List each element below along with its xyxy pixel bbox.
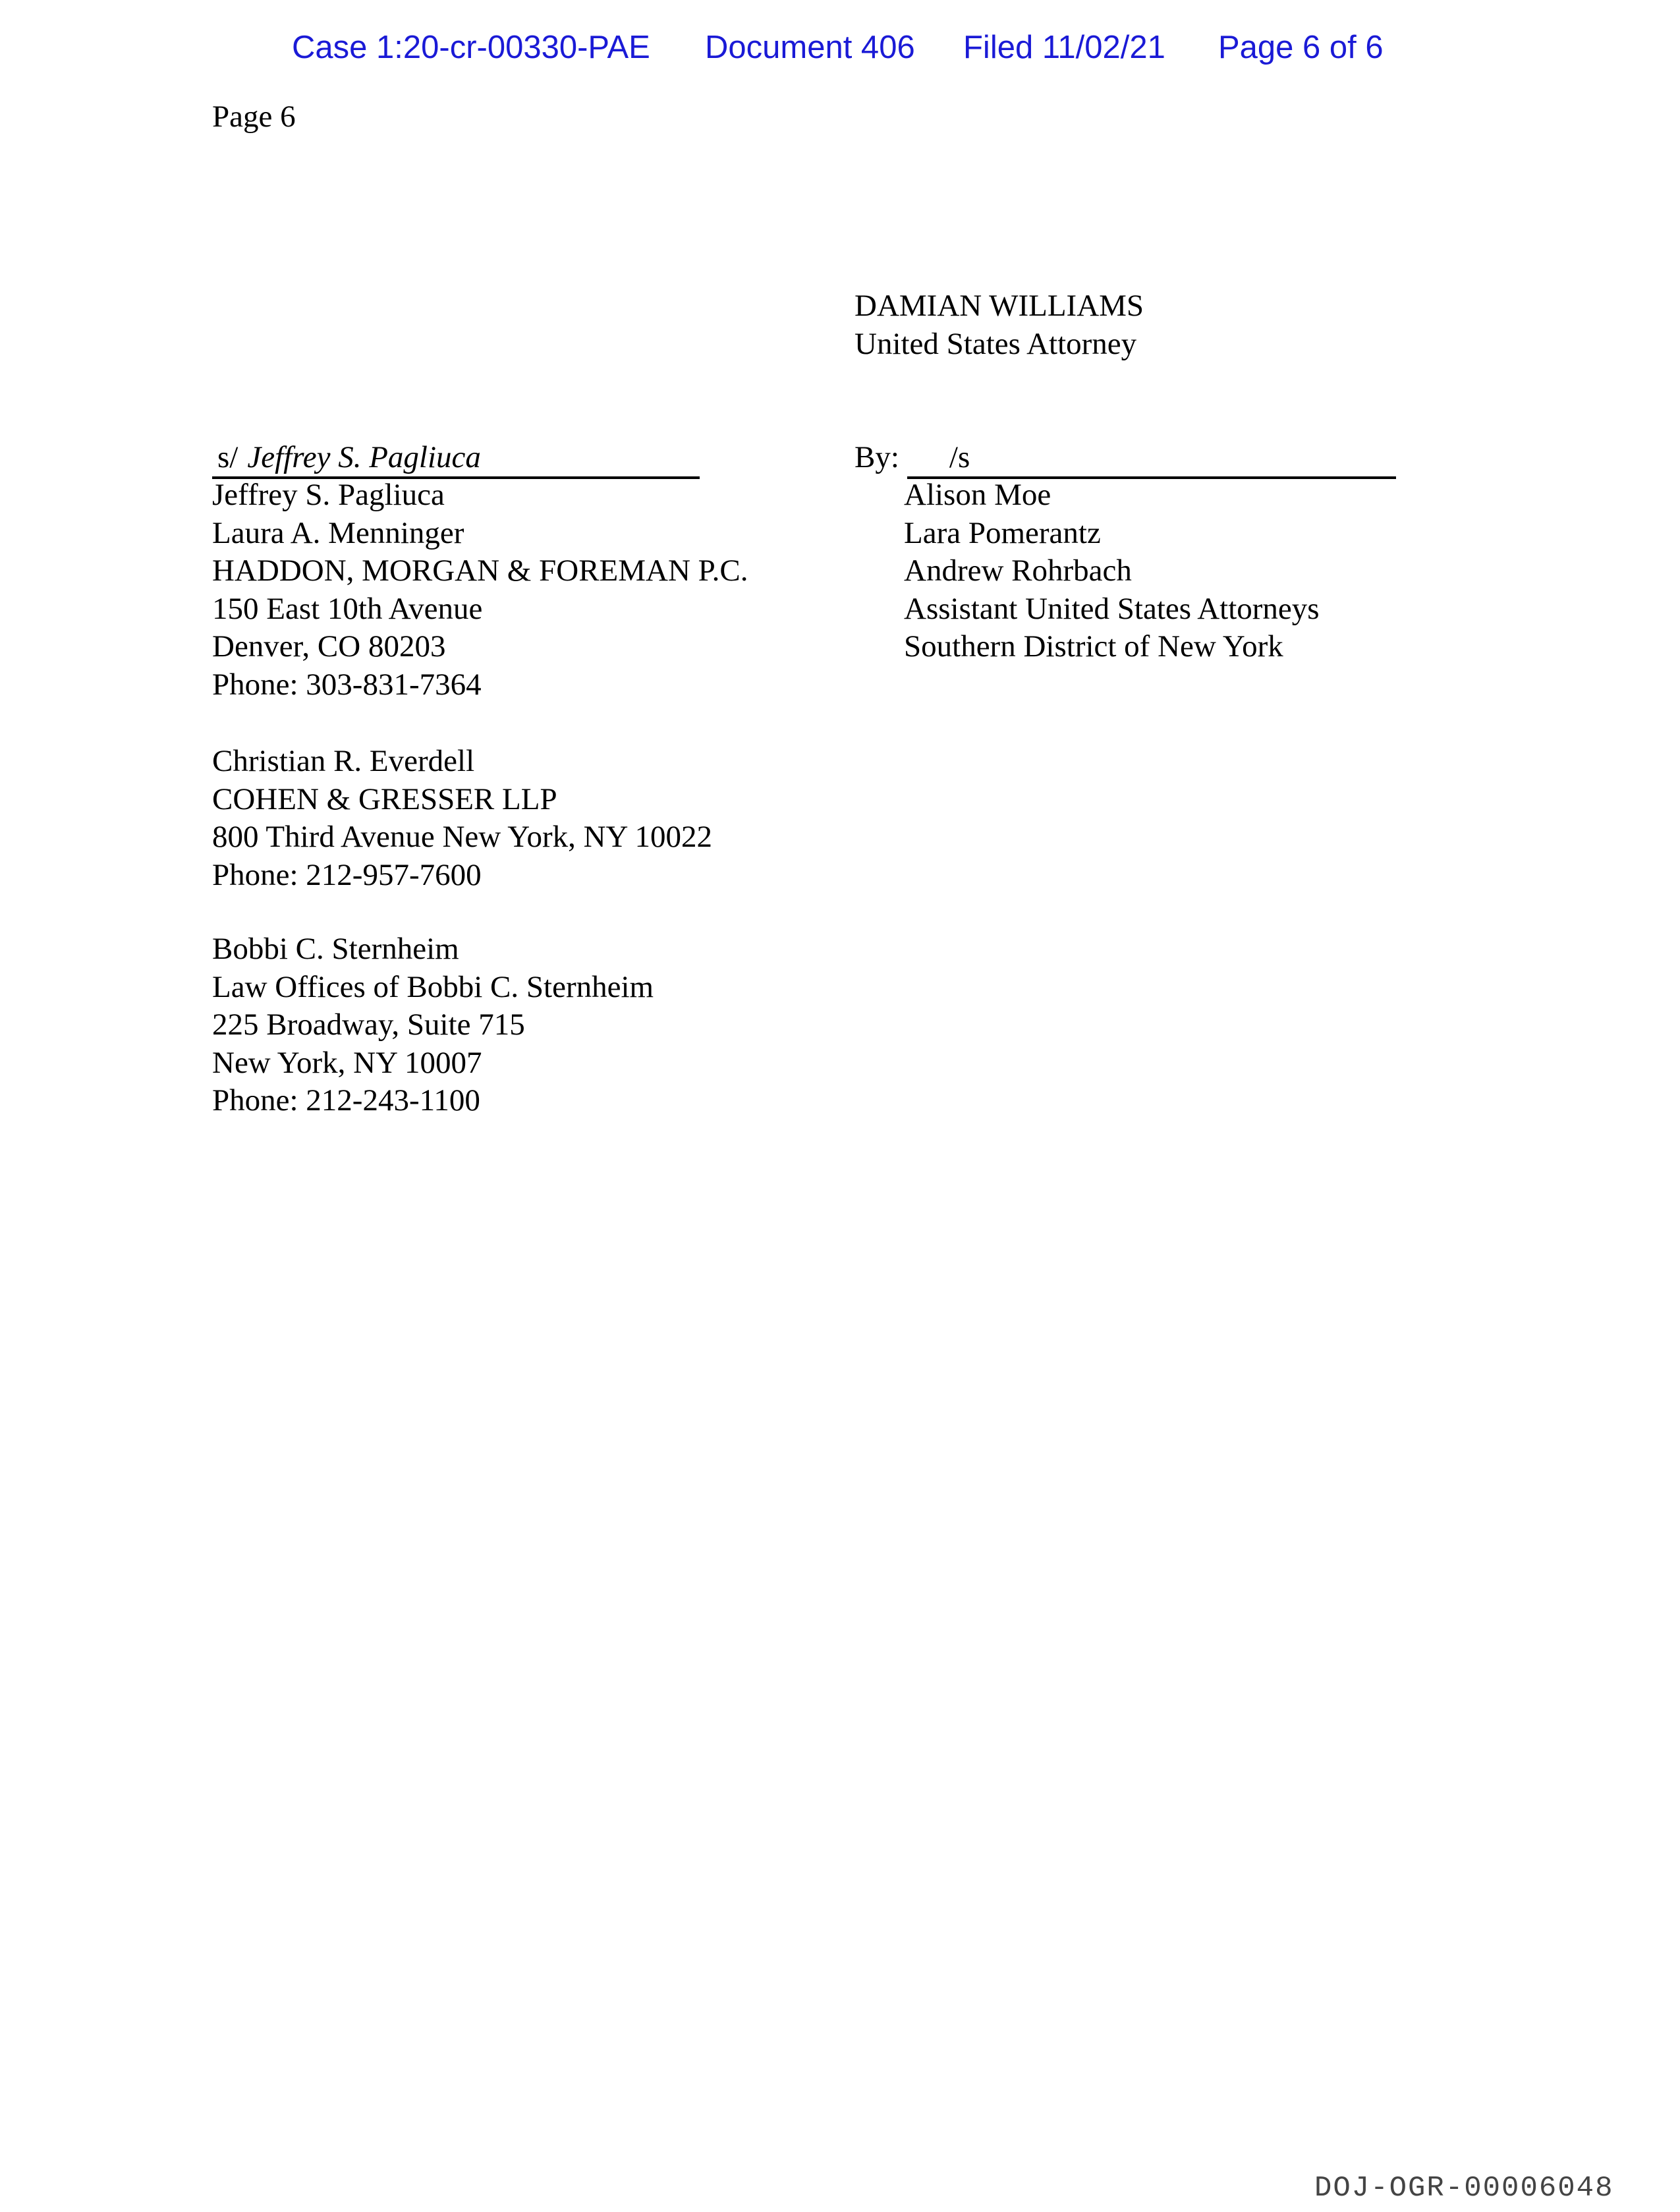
phone-number: Phone: 212-243-1100 xyxy=(212,1083,480,1118)
prosecution-signature-underline xyxy=(907,439,1396,479)
address-word: Avenue xyxy=(341,820,435,855)
street-address: 225 Broadway, Suite 715 xyxy=(212,1007,525,1042)
defense-counsel-block-3 xyxy=(212,930,654,1120)
phone-number: Phone: 303-831-7364 xyxy=(212,667,482,702)
defense-signature-name: Jeffrey S. Pagliuca xyxy=(247,440,481,474)
prosecutor-title: Assistant United States Attorneys xyxy=(904,591,1320,626)
defense-counsel-block-1 xyxy=(212,476,748,704)
city-state-zip: New York, NY 10007 xyxy=(212,1045,482,1080)
bates-number: DOJ-OGR-00006048 xyxy=(1314,2172,1614,2205)
prosecution-signature-line xyxy=(854,439,1396,479)
address-word: 10022 xyxy=(634,820,712,855)
us-attorney-block xyxy=(854,287,1144,363)
counsel-line: Laura A. Menninger xyxy=(212,515,464,550)
address-word: 800 xyxy=(212,820,259,855)
firm-name: COHEN & GRESSER LLP xyxy=(212,781,557,816)
defense-counsel-block-2 xyxy=(212,743,824,894)
street-address xyxy=(212,818,824,857)
counsel-line: Jeffrey S. Pagliuca xyxy=(212,478,445,512)
address-word: NY xyxy=(583,820,627,855)
prosecution-signature: /s xyxy=(949,440,970,474)
us-attorney-title: United States Attorney xyxy=(854,326,1137,361)
prosecutors-block xyxy=(904,476,1320,666)
prosecutor-name: Alison Moe xyxy=(904,478,1051,512)
prosecutor-office: Southern District of New York xyxy=(904,629,1283,664)
city-state-zip: Denver, CO 80203 xyxy=(212,629,446,664)
prosecutor-name: Andrew Rohrbach xyxy=(904,553,1132,588)
document-number: Document 406 xyxy=(705,30,915,65)
us-attorney-name: DAMIAN WILLIAMS xyxy=(854,289,1144,323)
signature-prefix: s/ xyxy=(217,440,238,474)
page-label: Page 6 xyxy=(212,99,296,134)
phone-number: Phone: 212-957-7600 xyxy=(212,857,482,892)
prosecutor-name: Lara Pomerantz xyxy=(904,515,1101,550)
defense-signature-line xyxy=(212,439,700,479)
address-word: York, xyxy=(507,820,576,855)
ecf-header-stamp xyxy=(292,29,1384,66)
street-address: 150 East 10th Avenue xyxy=(212,591,483,626)
firm-name: Law Offices of Bobbi C. Sternheim xyxy=(212,969,654,1004)
case-number: Case 1:20-cr-00330-PAE xyxy=(292,30,650,65)
counsel-line: Christian R. Everdell xyxy=(212,744,475,778)
address-word: Third xyxy=(266,820,335,855)
counsel-line: Bobbi C. Sternheim xyxy=(212,932,459,966)
page-count: Page 6 of 6 xyxy=(1218,30,1384,65)
by-label: By: xyxy=(854,440,899,474)
address-word: New xyxy=(442,820,501,855)
firm-name: HADDON, MORGAN & FOREMAN P.C. xyxy=(212,553,748,588)
filed-date: Filed 11/02/21 xyxy=(963,30,1165,65)
